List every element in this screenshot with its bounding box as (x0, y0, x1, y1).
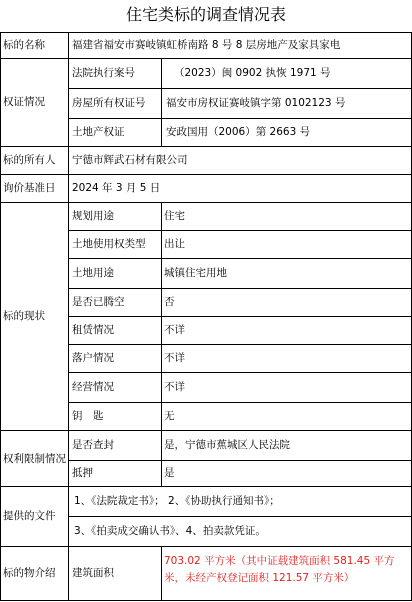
introduction-label: 标的物介绍 (3, 567, 56, 579)
seizure-value: 是，宁德市蕉城区人民法院 (164, 439, 290, 451)
documents-line: 1、《法院裁定书》； 2、《协助执行通知书》； (74, 495, 280, 507)
row-border (0, 202, 412, 203)
status-item-value: 不详 (164, 352, 185, 364)
column-border (161, 58, 162, 146)
documents-label: 提供的文件 (3, 510, 56, 522)
column-border (161, 546, 162, 601)
row-border (0, 58, 412, 59)
status-item-label: 规划用途 (72, 210, 114, 222)
valuation-date-value: 2024 年 3 月 5 日 (72, 182, 161, 194)
row-border (68, 288, 412, 289)
status-item-label: 土地使用权类型 (72, 238, 146, 250)
status-item-label: 租赁情况 (72, 324, 114, 336)
row-border (0, 486, 412, 487)
status-item-label: 是否已腾空 (72, 296, 125, 308)
owner-label: 标的所有人 (3, 154, 56, 166)
status-item-label: 土地用途 (72, 267, 114, 279)
status-item-value: 出让 (164, 238, 185, 250)
row-border (68, 372, 412, 373)
row-border (68, 258, 412, 259)
row-border (0, 546, 412, 547)
status-item-value: 不详 (164, 324, 185, 336)
status-item-label: 落户情况 (72, 352, 114, 364)
column-border (161, 202, 162, 486)
status-item-value: 不详 (164, 381, 185, 393)
table-title: 住宅类标的调查情况表 (125, 5, 286, 24)
house-certificate-value: 福安市房权证赛岐镇字第 0102123 号 (166, 97, 346, 109)
row-border (68, 344, 412, 345)
ownership-label: 权证情况 (3, 96, 45, 108)
column-border (0, 32, 1, 601)
column-border (68, 32, 69, 601)
status-item-label: 经营情况 (72, 381, 114, 393)
status-item-value: 无 (164, 410, 175, 422)
row-border (68, 402, 412, 403)
status-item-value: 城镇住宅用地 (164, 267, 227, 279)
row-border (0, 174, 412, 175)
row-border (68, 118, 412, 119)
documents-line: 3、《拍卖成交确认书》、4、拍卖款凭证。 (74, 525, 266, 537)
status-item-value: 住宅 (164, 210, 185, 222)
row-border (68, 316, 412, 317)
row-border (68, 88, 412, 89)
floor-area-label: 建筑面积 (72, 567, 114, 579)
owner-value: 宁德市辉武石材有限公司 (72, 154, 188, 166)
subject-name-label: 标的名称 (3, 39, 45, 51)
mortgage-label: 抵押 (72, 467, 93, 479)
seizure-label: 是否查封 (72, 439, 114, 451)
row-border (0, 32, 412, 33)
row-border (68, 230, 412, 231)
row-border (0, 146, 412, 147)
status-label: 标的现状 (3, 310, 45, 322)
case-number-value: （2023）闽 0902 执恢 1971 号 (174, 67, 331, 79)
status-item-value: 否 (164, 296, 175, 308)
status-item-label: 钥 匙 (72, 410, 104, 422)
land-certificate-value: 安政国用（2006）第 2663 号 (166, 126, 311, 138)
house-certificate-label: 房屋所有权证号 (72, 97, 146, 109)
floor-area-value: 703.02 平方米（其中证载建筑面积 581.45 平方米，未经产权登记面积 121.57 平方米） (164, 555, 395, 584)
land-certificate-label: 土地产权证 (72, 126, 125, 138)
case-number-label: 法院执行案号 (72, 67, 135, 79)
row-border (68, 516, 412, 517)
mortgage-value: 是 (164, 467, 175, 479)
restrictions-label: 权利限制情况 (3, 453, 66, 465)
row-border (0, 600, 412, 601)
valuation-date-label: 询价基准日 (3, 182, 56, 194)
row-border (68, 460, 412, 461)
row-border (0, 430, 412, 431)
subject-name-value: 福建省福安市赛岐镇虹桥南路 8 号 8 层房地产及家具家电 (72, 39, 341, 51)
